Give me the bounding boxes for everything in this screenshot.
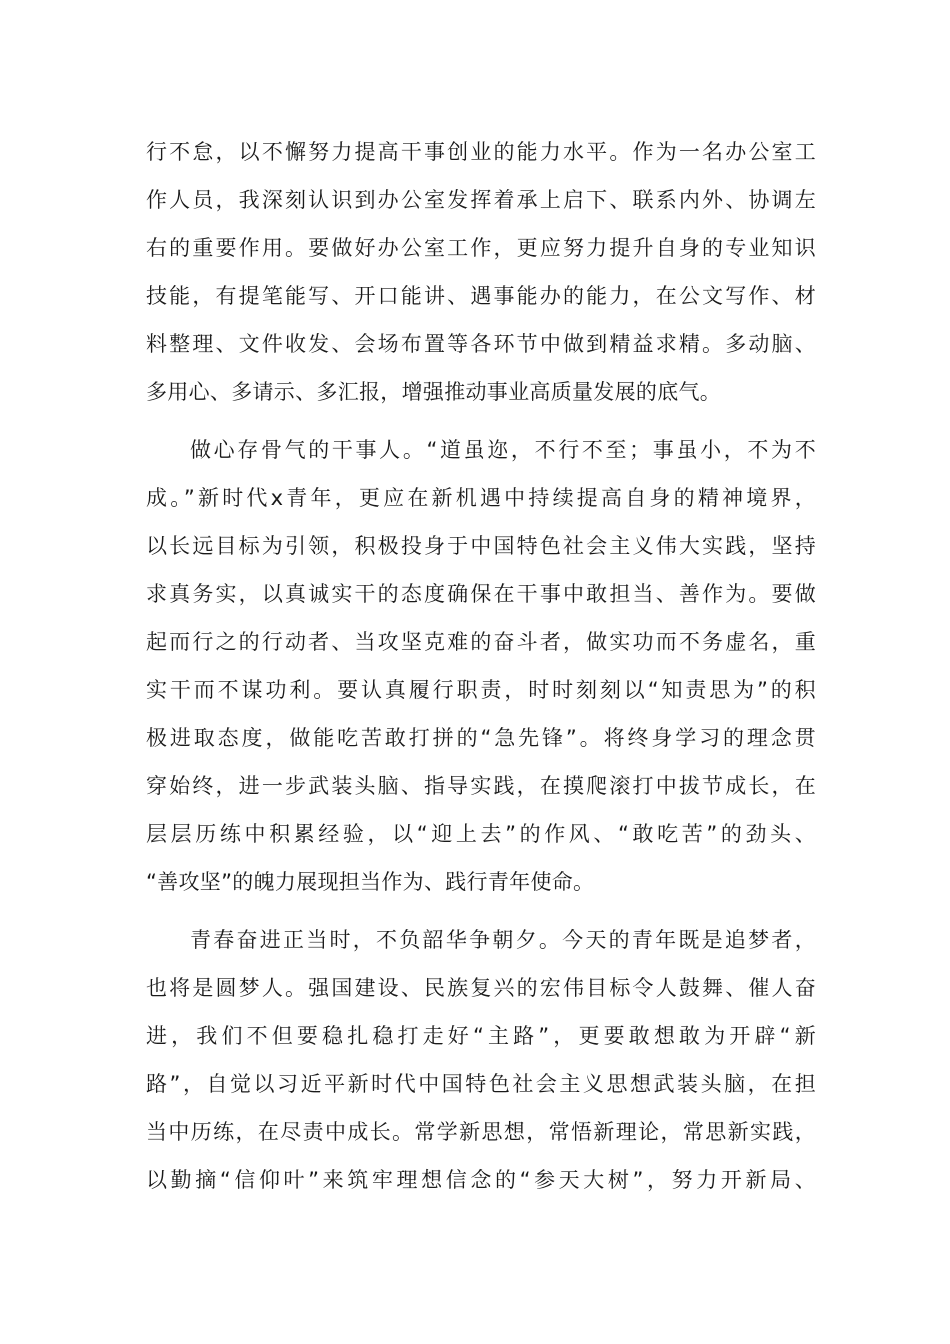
text-line: 也将是圆梦人。强国建设、民族复兴的宏伟目标令人鼓舞、催人奋 (146, 976, 816, 1000)
text-line: 极进取态度，做能吃苦敢打拼的“急先锋”。将终身学习的理念贯 (146, 726, 816, 750)
text-line: 起而行之的行动者、当攻坚克难的奋斗者，做实功而不务虚名，重 (146, 630, 816, 654)
text-line: 技能，有提笔能写、开口能讲、遇事能办的能力，在公文写作、材 (146, 284, 816, 308)
paragraph-first-line: 做心存骨气的干事人。“道虽迩，不行不至；事虽小，不为不 (190, 438, 816, 462)
paragraph-first-line: 青春奋进正当时，不负韶华争朝夕。今天的青年既是追梦者， (190, 928, 816, 952)
text-line: 层层历练中积累经验，以“迎上去”的作风、“敢吃苦”的劲头、 (146, 822, 816, 846)
text-line: 路”，自觉以习近平新时代中国特色社会主义思想武装头脑，在担 (146, 1072, 816, 1096)
text-line: 当中历练，在尽责中成长。常学新思想，常悟新理论，常思新实践， (146, 1120, 816, 1144)
text-line: 成。”新时代x青年，更应在新机遇中持续提高自身的精神境界， (146, 486, 816, 510)
text-line: 穿始终，进一步武装头脑、指导实践，在摸爬滚打中拔节成长，在 (146, 774, 816, 798)
text-line: 进，我们不但要稳扎稳打走好“主路”，更要敢想敢为开辟“新 (146, 1024, 816, 1048)
text-line: 求真务实，以真诚实干的态度确保在干事中敢担当、善作为。要做 (146, 582, 816, 606)
text-line: “善攻坚”的魄力展现担当作为、践行青年使命。 (146, 870, 595, 894)
text-line: 右的重要作用。要做好办公室工作，更应努力提升自身的专业知识 (146, 236, 816, 260)
text-line: 作人员，我深刻认识到办公室发挥着承上启下、联系内外、协调左 (146, 188, 816, 212)
text-line: 行不怠，以不懈努力提高干事创业的能力水平。作为一名办公室工 (146, 140, 816, 164)
text-line: 料整理、文件收发、会场布置等各环节中做到精益求精。多动脑、 (146, 332, 816, 356)
text-line: 以勤摘“信仰叶”来筑牢理想信念的“参天大树”，努力开新局、 (146, 1168, 816, 1192)
text-line: 多用心、多请示、多汇报，增强推动事业高质量发展的底气。 (146, 380, 722, 404)
text-line: 以长远目标为引领，积极投身于中国特色社会主义伟大实践，坚持 (146, 534, 816, 558)
text-line: 实干而不谋功利。要认真履行职责，时时刻刻以“知责思为”的积 (146, 678, 816, 702)
